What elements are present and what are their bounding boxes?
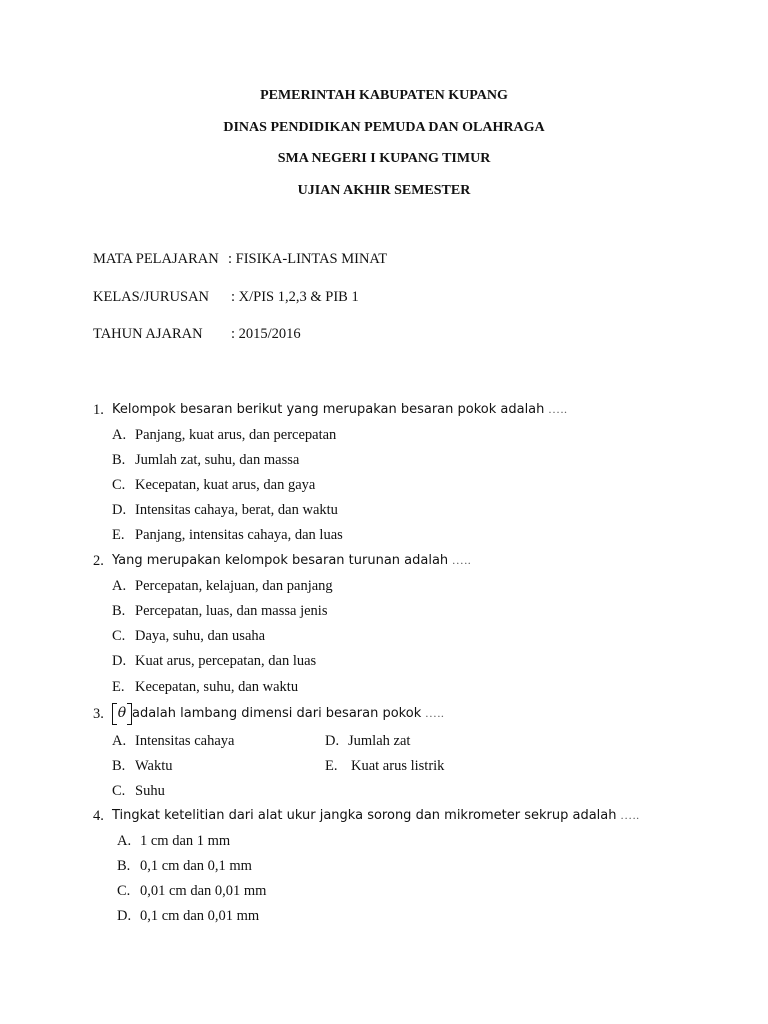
option-text: Panjang, kuat arus, dan percepatan — [135, 427, 337, 443]
option-letter: A. — [117, 833, 132, 849]
option-letter: D. — [112, 502, 127, 518]
option-text: Panjang, intensitas cahaya, dan luas — [135, 527, 343, 543]
option-text: Jumlah zat — [348, 733, 411, 749]
option-letter: A. — [112, 578, 127, 594]
option-letter: D. — [112, 653, 127, 669]
option-text: Waktu — [135, 758, 173, 774]
question-dots: ….. — [451, 553, 472, 567]
option-text: Percepatan, kelajuan, dan panjang — [135, 578, 333, 594]
question-text-body: Kelompok besaran berikut yang merupakan besaran pokok adalah — [112, 402, 545, 417]
option-text: 1 cm dan 1 mm — [140, 833, 231, 849]
question-dots: ….. — [620, 808, 640, 822]
class-label: KELAS/JURUSAN — [93, 289, 210, 305]
option-text: 0,1 cm dan 0,01 mm — [140, 908, 260, 924]
option-letter: B. — [112, 452, 126, 468]
option-text: Intensitas cahaya, berat, dan waktu — [135, 502, 338, 518]
question-dots: ….. — [424, 706, 445, 720]
year-value: : 2015/2016 — [231, 326, 301, 342]
option-letter: B. — [117, 858, 131, 874]
question-number: 3. — [93, 706, 104, 722]
option-letter: E. — [112, 527, 125, 543]
question-text-body: adalah lambang dimensi dari besaran pokok — [132, 706, 422, 721]
header-exam-title: UJIAN AKHIR SEMESTER — [297, 183, 471, 198]
header-government: PEMERINTAH KABUPATEN KUPANG — [260, 88, 508, 103]
option-letter: C. — [117, 883, 131, 899]
year-label: TAHUN AJARAN — [93, 326, 203, 342]
option-text: Kuat arus, percepatan, dan luas — [135, 653, 317, 669]
option-letter: B. — [112, 758, 126, 774]
option-text: Percepatan, luas, dan massa jenis — [135, 603, 328, 619]
header-school: SMA NEGERI I KUPANG TIMUR — [277, 151, 491, 166]
option-letter: E. — [325, 758, 338, 774]
option-text: Kuat arus listrik — [351, 758, 445, 774]
option-letter: C. — [112, 783, 126, 799]
option-letter: C. — [112, 628, 126, 644]
theta-dimension-symbol: θ — [112, 706, 132, 720]
option-letter: C. — [112, 477, 126, 493]
question-text-body: Tingkat ketelitian dari alat ukur jangka sorong dan mikrometer sekrup adalah — [112, 808, 617, 823]
option-letter: D. — [117, 908, 132, 924]
option-text: 0,01 cm dan 0,01 mm — [140, 883, 267, 899]
subject-value: : FISIKA-LINTAS MINAT — [228, 251, 388, 267]
class-value: : X/PIS 1,2,3 & PIB 1 — [231, 289, 359, 305]
option-text: Daya, suhu, dan usaha — [135, 628, 266, 644]
question-text-body: Yang merupakan kelompok besaran turunan adalah — [112, 553, 449, 568]
option-letter: E. — [112, 679, 125, 695]
question-number: 2. — [93, 553, 104, 569]
option-letter: A. — [112, 427, 127, 443]
subject-label: MATA PELAJARAN — [93, 251, 219, 267]
question-text — [112, 402, 568, 417]
question-number: 1. — [93, 402, 104, 418]
question-text — [112, 706, 444, 721]
option-letter: A. — [112, 733, 127, 749]
option-text: 0,1 cm dan 0,1 mm — [140, 858, 252, 874]
question-number: 4. — [93, 808, 104, 824]
question-text — [112, 808, 640, 823]
option-text: Kecepatan, kuat arus, dan gaya — [135, 477, 316, 493]
option-text: Kecepatan, suhu, dan waktu — [135, 679, 299, 695]
option-letter: D. — [325, 733, 340, 749]
option-letter: B. — [112, 603, 126, 619]
header-department: DINAS PENDIDIKAN PEMUDA DAN OLAHRAGA — [223, 120, 545, 135]
option-text: Intensitas cahaya — [135, 733, 235, 749]
question-text — [112, 553, 471, 568]
option-text: Jumlah zat, suhu, dan massa — [135, 452, 300, 468]
question-dots: ….. — [548, 402, 568, 416]
option-text: Suhu — [135, 783, 165, 799]
